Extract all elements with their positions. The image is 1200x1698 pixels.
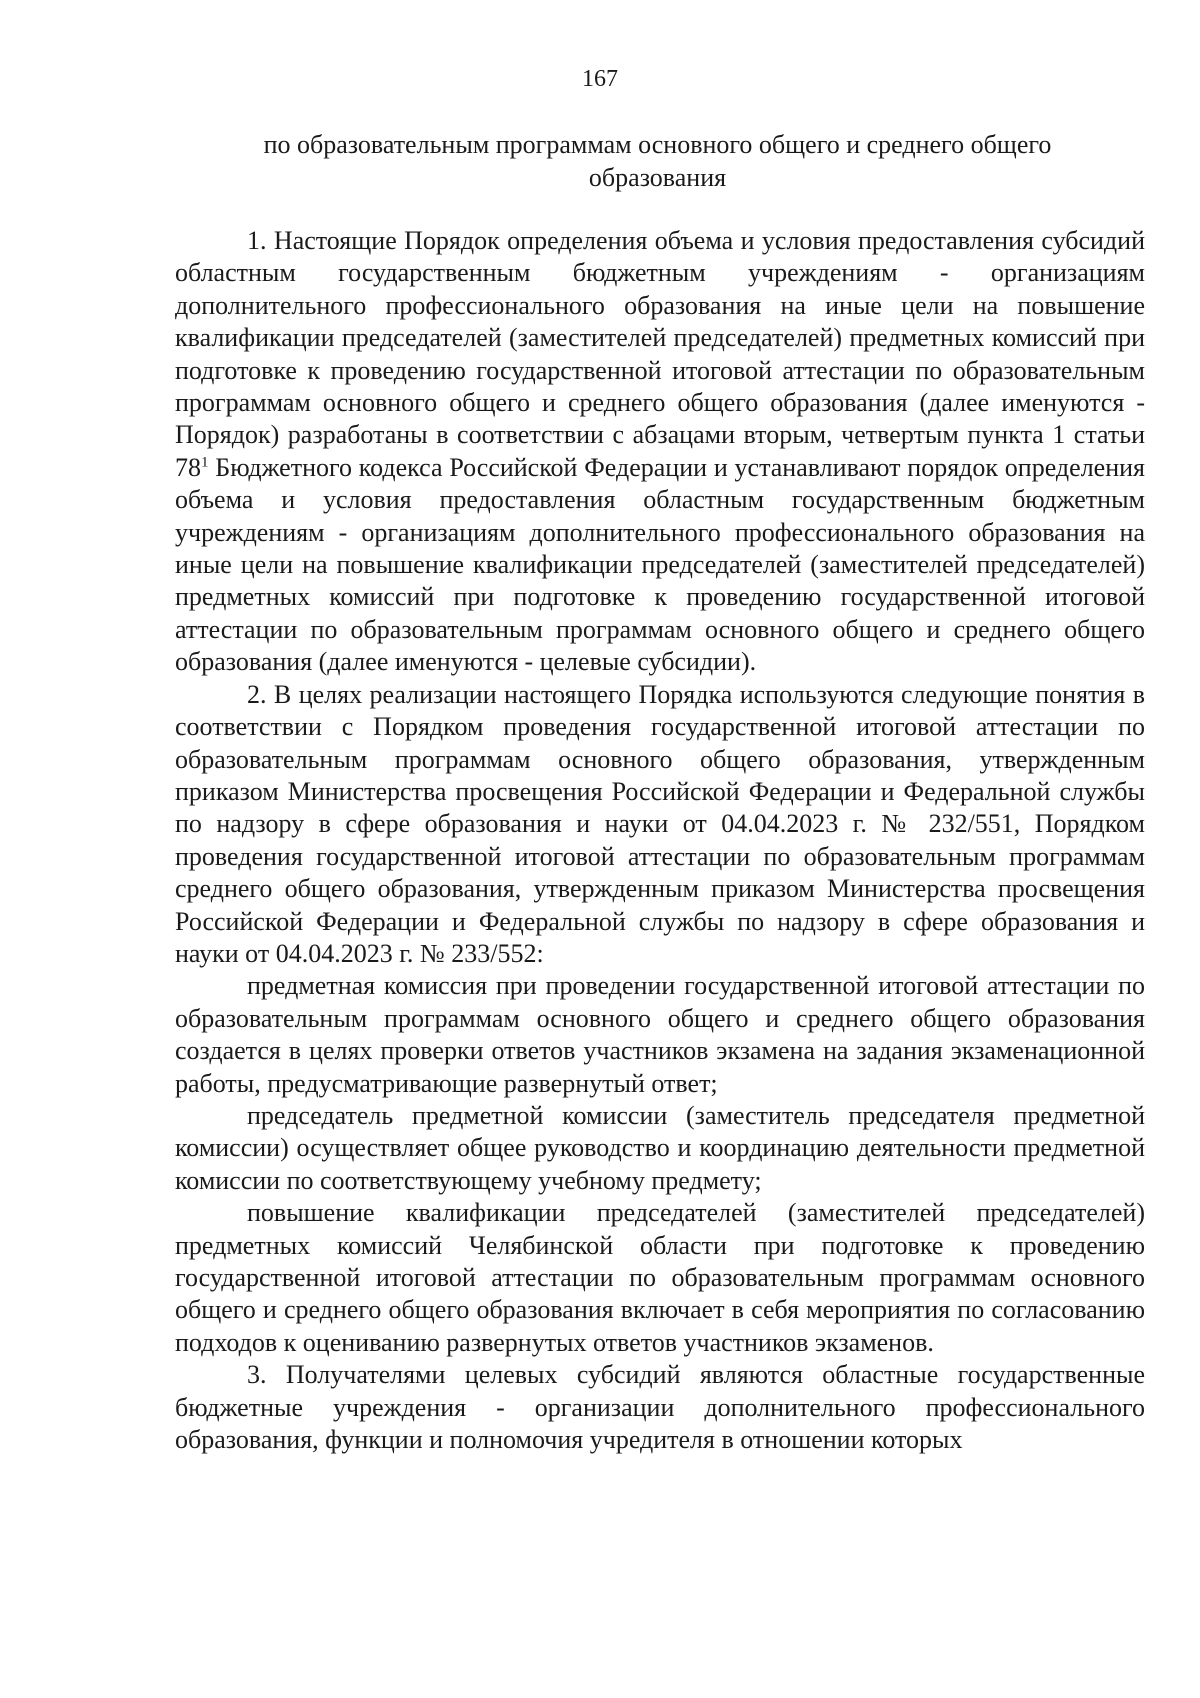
heading-line-1: по образовательным программам основного общего и среднего общего — [263, 130, 1052, 159]
paragraph-1-text-b: Бюджетного кодекса Российской Федерации и устанавливают порядок определения объема и условия предоставления областным государственным бюджетным учреждениям - организациям дополнительного профессионального образования на иные цели на повышение квалификации председателей (заместителей председателей) предметных комиссий при подготовке к проведению государственной итоговой аттестации по образовательным программам основного общего и среднего общего образования (далее именуются - целевые субсидии). — [175, 452, 1145, 677]
paragraph-2: 2. В целях реализации настоящего Порядка используются следующие понятия в соответствии с Порядком проведения государственной итоговой аттестации по образовательным программам основного общего образования, утвержденным приказом Министерства просвещения Российской Федерации и Федеральной службы по надзору в сфере образования и науки от 04.04.2023 г. № 232/551, Порядком проведения государственной итоговой аттестации по образовательным программам среднего общего образования, утвержденным приказом Министерства просвещения Российской Федерации и Федеральной службы по надзору в сфере образования и науки от 04.04.2023 г. № 233/552: — [175, 679, 1145, 968]
heading-line-2: образования — [588, 163, 727, 192]
page-number: 167 — [582, 66, 618, 92]
document-body — [175, 225, 1145, 1456]
section-heading — [170, 128, 1145, 194]
paragraph-1 — [175, 225, 1145, 679]
paragraph-definition-qualification: повышение квалификации председателей (заместителей председателей) предметных комиссий Челябинской области при подготовке к проведению государственной итоговой аттестации по образовательным программам основного общего и среднего общего образования включает в себя мероприятия по согласованию подходов к оцениванию развернутых ответов участников экзаменов. — [175, 1198, 1145, 1357]
article-superscript: 1 — [201, 454, 209, 471]
paragraph-3: 3. Получателями целевых субсидий являются областные государственные бюджетные учреждения - организации дополнительного профессионального образования, функции и полномочия учредителя в отношении которых — [175, 1360, 1145, 1455]
paragraph-definition-chairman: председатель предметной комиссии (заместитель председателя предметной комиссии) осуществляет общее руководство и координацию деятельности предметной комиссии по соответствующему учебному предмету; — [175, 1100, 1145, 1195]
paragraph-1-text-a: 1. Настоящие Порядок определения объема и условия предоставления субсидий областным государственным бюджетным учреждениям - организациям дополнительного профессионального образования на иные цели на повышение квалификации председателей (заместителей председателей) предметных комиссий при подготовке к проведению государственной итоговой аттестации по образовательным программам основного общего и среднего общего образования (далее именуются - Порядок) разработаны в соответствии с абзацами вторым, четвертым пункта 1 статьи 78 — [175, 226, 1145, 482]
paragraph-definition-commission: предметная комиссия при проведении государственной итоговой аттестации по образовательным программам основного общего и среднего общего образования создается в целях проверки ответов участников экзамена на задания экзаменационной работы, предусматривающие развернутый ответ; — [175, 971, 1145, 1098]
